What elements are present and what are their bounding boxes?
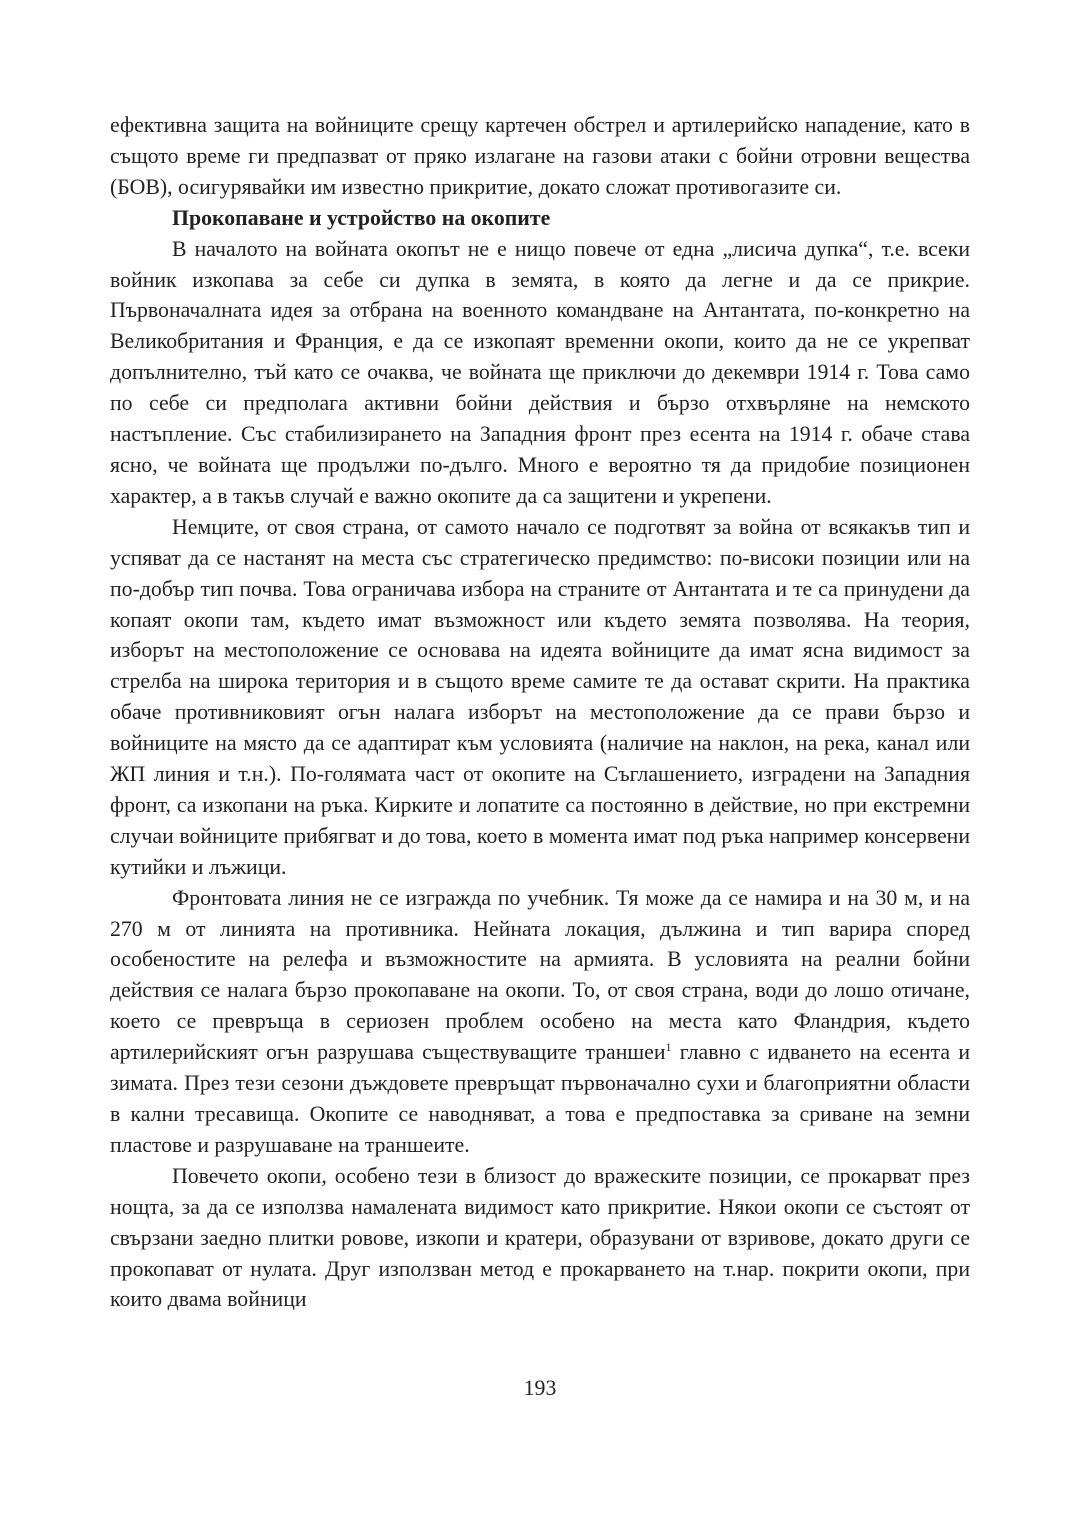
paragraph-2: Немците, от своя страна, от самото начало се подготвят за война от всякакъв тип и успяват да се настанят на места със стратегическо предимство: по-високи позиции или на по-добър тип почва. Това ограничава избора на страните от Антантата и те са принудени да копаят окопи там, където имат възможност или където земята позволява. На теория, изборът на местоположение се основава на идеята войниците да имат ясна видимост за стрелба на широка територия и в същото време самите те да остават скрити. На практика обаче противниковият огън налага изборът на местоположение да се прави бързо и войниците на място да се адаптират към условията (наличие на наклон, на река, канал или ЖП линия и т.н.). По-голямата част от окопите на Съглашението, изградени на Западния фронт, са изкопани на ръка. Кирките и лопатите са постоянно в действие, но при екстремни случаи войниците прибягват и до това, което в момента имат под ръка например консервени кутийки и лъжици. (110, 514, 970, 879)
section-heading: Прокопаване и устройство на окопите (172, 205, 551, 230)
paragraph-3-text-start: Фронтовата линия не се изгражда по учебник. Тя може да се намира и на 30 м, и на 270 м от линията на противника. Нейната локация, дължина и тип варира според особеностите на релефа и възможностите на армията. В условията на реални бойни действия се налага бързо прокопаване на окопи. То, от своя страна, води до лошо отичане, което се превръща в сериозен проблем особено на места като Фландрия, където артилерийският огън разрушава съществуващите траншеи (110, 885, 970, 1065)
page-number: 193 (523, 1376, 557, 1400)
footnote-mark: 1 (665, 1040, 672, 1055)
paragraph-4: Повечето окопи, особено тези в близост до вражеските позиции, се прокарват през нощта, за да се използва намалената видимост като прикритие. Някои окопи се състоят от свързани заедно плитки ровове, изкопи и кратери, образувани от взривове, докато други се прокопават от нулата. Друг използван метод е прокарването на т.нар. покрити окопи, при които двама войници (110, 1163, 970, 1312)
paragraph-3-text-end: главно с идването на есента и зимата. През тези сезони дъждовете превръщат първоначално сухи и благоприятни области в кални тресавища. Окопите се наводняват, а това е предпоставка за сриване на земни пластове и разрушаване на траншеите. (110, 1040, 970, 1157)
intro-paragraph: ефективна защита на войниците срещу картечен обстрел и артилерийско нападение, като в същото време ги предпазват от пряко излагане на газови атаки с бойни отровни вещества (БОВ), осигурявайки им известно прикритие, докато сложат противогазите си. (110, 113, 970, 199)
page-body (110, 110, 970, 1315)
paragraph-1: В началото на войната окопът не е нищо повече от една „лисича дупка“, т.е. всеки войник изкопава за себе си дупка в земята, в която да легне и да се прикрие. Първоначалната идея за отбрана на военното командване на Антантата, по-конкретно на Великобритания и Франция, е да се изкопаят временни окопи, които да не се укрепват допълнително, тъй като се очаква, че войната ще приключи до декември 1914 г. Това само по себе си предполага активни бойни действия и бързо отхвърляне на немското настъпление. Със стабилизирането на Западния фронт през есента на 1914 г. обаче става ясно, че войната ще продължи по-дълго. Много е вероятно тя да придобие позиционен характер, а в такъв случай е важно окопите да са защитени и укрепени. (110, 236, 970, 508)
paragraph-3 (110, 883, 970, 1161)
